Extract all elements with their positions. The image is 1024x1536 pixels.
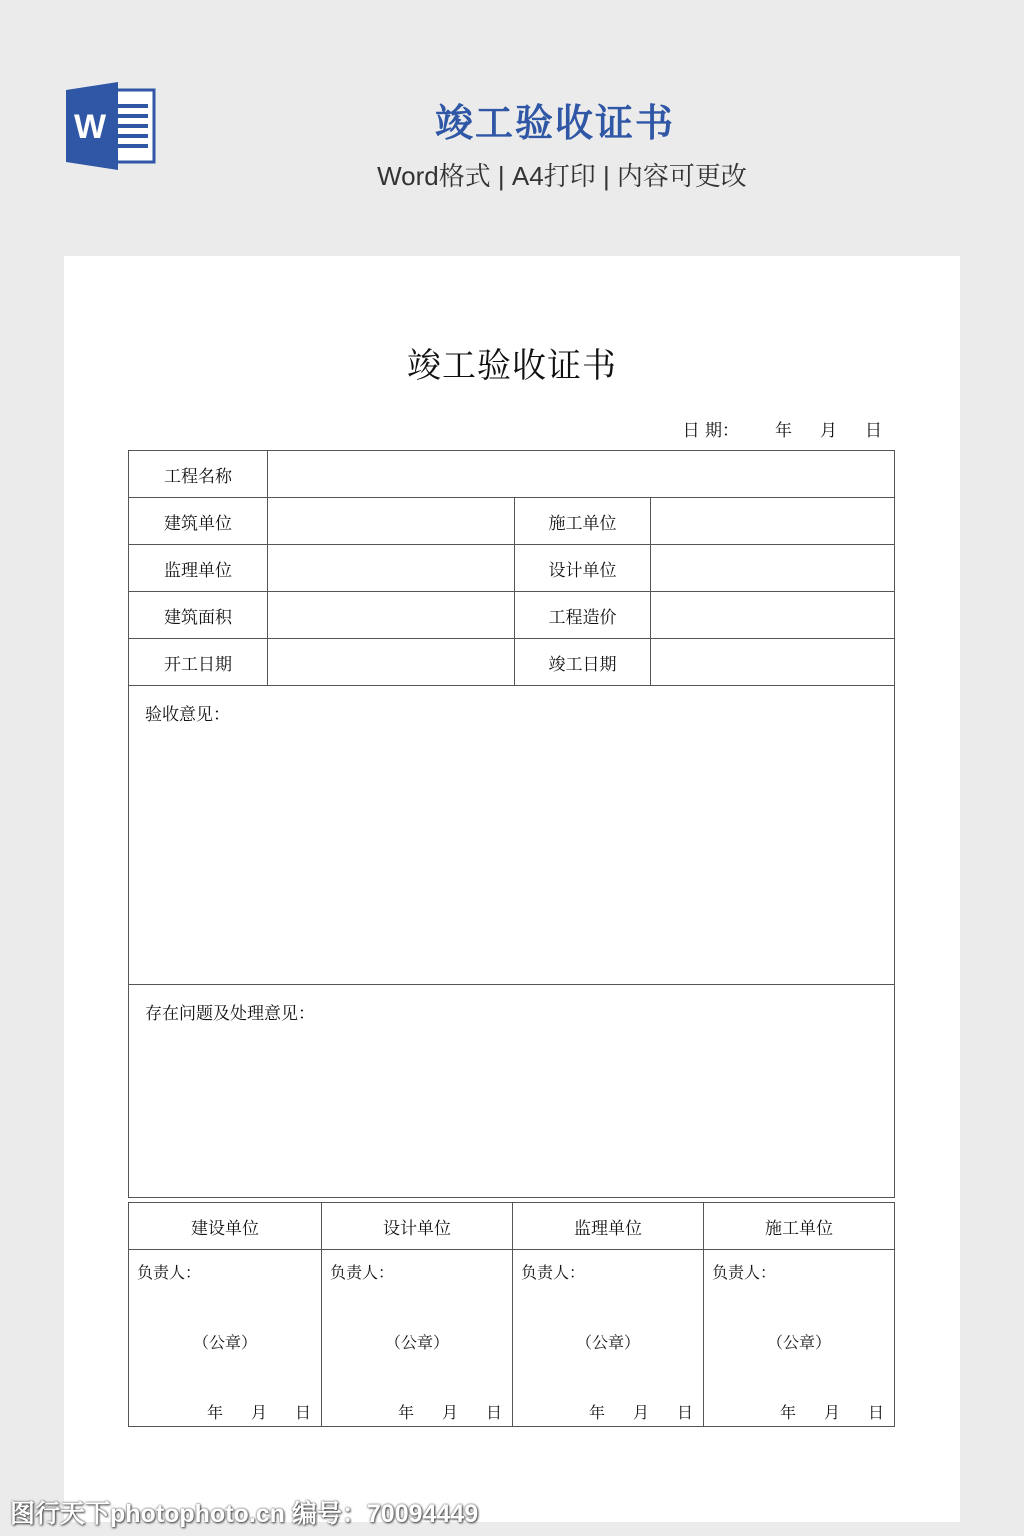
table-row xyxy=(129,639,895,686)
sig-unit-owner: 建设单位 xyxy=(129,1203,322,1250)
construction-unit-value[interactable] xyxy=(268,498,515,545)
builder-unit-label: 施工单位 xyxy=(515,498,651,545)
issues-opinion-label: 存在问题及处理意见： xyxy=(145,1004,315,1024)
sig-unit-builder: 施工单位 xyxy=(704,1203,895,1250)
date-year: 年 xyxy=(775,421,792,441)
signature-table xyxy=(128,1202,895,1427)
date-day: 日 xyxy=(865,421,882,441)
table-row xyxy=(129,498,895,545)
responsible-label: 负责人： xyxy=(521,1263,586,1282)
supervision-unit-value[interactable] xyxy=(268,545,515,592)
project-cost-label: 工程造价 xyxy=(515,592,651,639)
date-label: 日 期： xyxy=(682,421,739,441)
responsible-label: 负责人： xyxy=(330,1263,395,1282)
signature-cell[interactable] xyxy=(513,1250,704,1427)
design-unit-value[interactable] xyxy=(651,545,895,592)
sig-unit-supervision: 监理单位 xyxy=(513,1203,704,1250)
table-row xyxy=(129,592,895,639)
table-row xyxy=(129,451,895,498)
document-title: 竣工验收证书 xyxy=(407,346,617,386)
acceptance-form-table xyxy=(128,450,895,1198)
building-area-label: 建筑面积 xyxy=(129,592,268,639)
signature-cell[interactable] xyxy=(322,1250,513,1427)
issues-opinion-box[interactable] xyxy=(129,985,895,1198)
signature-header-row xyxy=(129,1203,895,1250)
design-unit-label: 设计单位 xyxy=(515,545,651,592)
supervision-unit-label: 监理单位 xyxy=(129,545,268,592)
responsible-label: 负责人： xyxy=(137,1263,202,1282)
seal-label: （公章） xyxy=(384,1333,449,1352)
acceptance-opinion-label: 验收意见： xyxy=(145,705,230,725)
word-logo-letter: W xyxy=(73,108,107,146)
building-area-value[interactable] xyxy=(268,592,515,639)
acceptance-opinion-box[interactable] xyxy=(129,686,895,985)
builder-unit-value[interactable] xyxy=(651,498,895,545)
project-cost-value[interactable] xyxy=(651,592,895,639)
signature-date: 年 月 日 xyxy=(779,1403,884,1422)
seal-label: （公章） xyxy=(192,1333,257,1352)
watermark: 图行天下photophoto.cn 编号：70094449 xyxy=(10,1500,479,1528)
signature-cell[interactable] xyxy=(704,1250,895,1427)
table-row xyxy=(129,686,895,985)
document-page xyxy=(64,256,960,1522)
signature-body-row xyxy=(129,1250,895,1427)
date-month: 月 xyxy=(820,421,837,441)
seal-label: （公章） xyxy=(575,1333,640,1352)
table-row xyxy=(129,545,895,592)
project-name-value[interactable] xyxy=(268,451,895,498)
completion-date-value[interactable] xyxy=(651,639,895,686)
seal-label: （公章） xyxy=(766,1333,831,1352)
start-date-label: 开工日期 xyxy=(129,639,268,686)
project-name-label: 工程名称 xyxy=(129,451,268,498)
banner-title: 竣工验收证书 xyxy=(434,103,675,145)
start-date-value[interactable] xyxy=(268,639,515,686)
responsible-label: 负责人： xyxy=(712,1263,777,1282)
signature-date: 年 月 日 xyxy=(588,1403,693,1422)
table-row xyxy=(129,985,895,1198)
completion-date-label: 竣工日期 xyxy=(515,639,651,686)
sig-unit-design: 设计单位 xyxy=(322,1203,513,1250)
construction-unit-label: 建筑单位 xyxy=(129,498,268,545)
signature-date: 年 月 日 xyxy=(397,1403,502,1422)
signature-cell[interactable] xyxy=(129,1250,322,1427)
date-line xyxy=(683,416,882,441)
banner-subtitle: Word格式 | A4打印 | 内容可更改 xyxy=(377,161,747,191)
signature-date: 年 月 日 xyxy=(206,1403,311,1422)
